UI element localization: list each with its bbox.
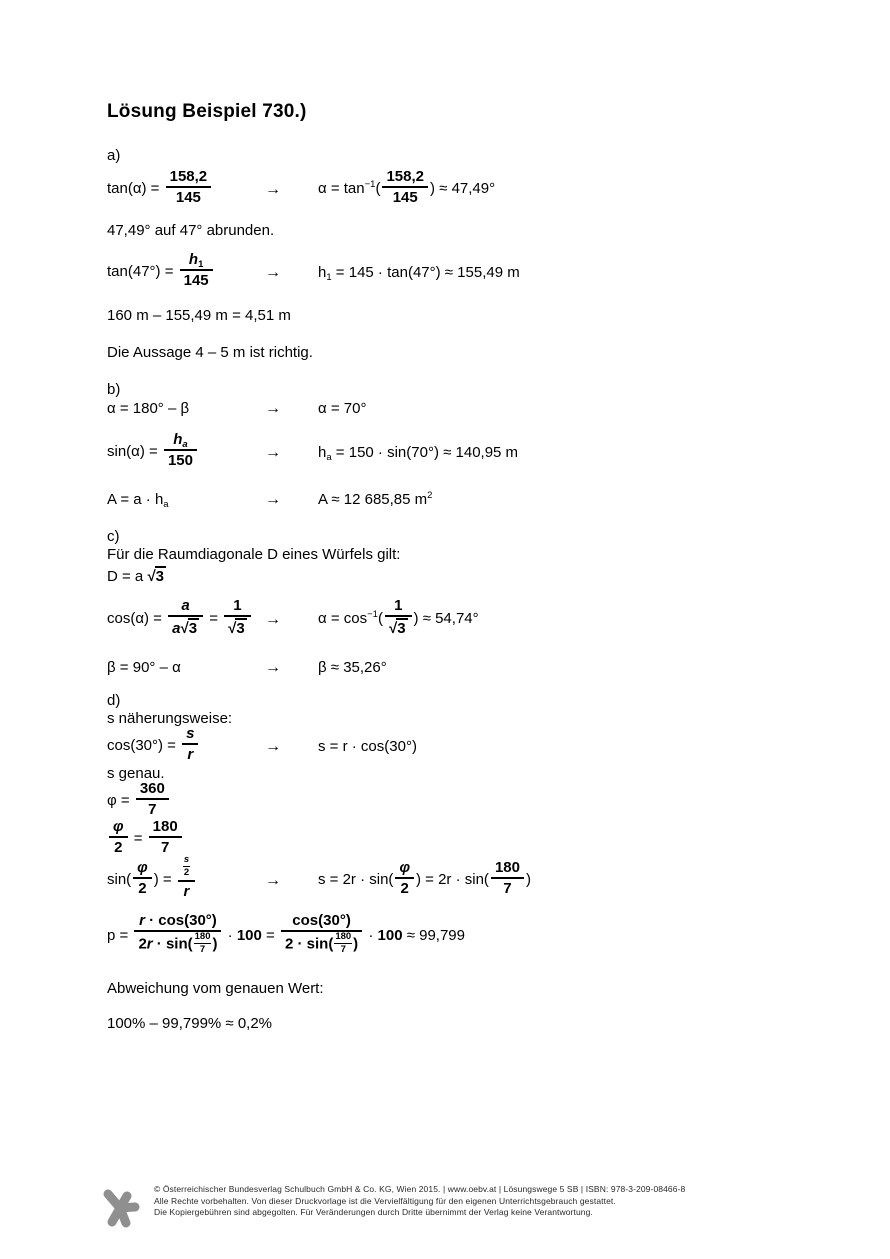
fraction-numerator [182,725,198,745]
fraction-denominator [281,932,362,956]
math-text: φ = [107,791,134,809]
math-text: · sin( [152,935,193,953]
radical-sign: √ [147,568,156,585]
radicand [396,618,407,637]
math-text: ) [353,935,359,953]
fraction [134,912,221,956]
math-text: r [187,746,194,763]
square-root [147,566,166,585]
radicand [155,566,166,585]
radical-sign: √ [388,620,398,637]
footer-rights-line: Alle Rechte vorbehalten. Von dieser Druckvorlage ist die Vervielfältigung für den eigenen Unterrichtsgebrauch gestattet. [154,1195,616,1206]
fraction-denominator [334,944,352,955]
math-text: h [173,431,183,448]
fraction-denominator [168,617,203,637]
math-text: 1 [394,597,403,614]
math-text: cos(30°) = [107,736,181,754]
equation-left [107,253,265,291]
math-text: h [318,443,327,461]
fraction-denominator [136,800,169,818]
text-line: 47,49° auf 47° abrunden. [107,222,275,239]
math-text: ( [375,179,381,197]
superscript: 2 [427,490,433,501]
fraction [136,780,169,818]
math-text: s = r · cos(30°) [318,737,417,755]
text-line: Die Aussage 4 – 5 m ist richtig. [107,344,313,361]
fraction-denominator [180,271,213,289]
math-text: ) ≈ 47,49° [430,179,496,197]
text-line: 160 m – 155,49 m = 4,51 m [107,307,291,324]
section-label: c) [107,528,120,545]
fraction [224,597,251,637]
fraction-denominator [491,879,524,897]
math-text: a [181,597,190,614]
math-text: α = 70° [318,400,367,417]
fraction [166,168,212,206]
math-text: β ≈ 35,26° [318,659,387,676]
equation-left [107,727,265,765]
implies-arrow-icon: → [265,610,281,628]
square-root [228,618,247,637]
fraction-denominator [382,188,428,206]
equation-row [107,400,827,417]
equation-right [318,861,827,899]
math-text: = 150 · sin(70°) ≈ 140,95 m [331,443,519,461]
math-text: ) [525,870,531,888]
math-text: p = [107,926,133,944]
section-label: a) [107,147,121,164]
math-text: φ [113,818,124,835]
implies-arrow-icon: → [265,263,281,281]
fraction [194,932,212,955]
math-text: s [183,854,190,865]
fraction [133,859,152,897]
subscript: 1 [198,259,204,270]
math-text: 2 [114,839,123,856]
math-text: · [223,926,237,944]
fraction-numerator [134,912,221,932]
math-text: 145 [392,189,418,206]
fraction-numerator [168,597,203,617]
equation-right [318,491,827,508]
fraction-denominator [134,932,221,956]
math-text: = [129,829,147,847]
math-text: 145 [183,272,209,289]
equation-right [318,264,827,281]
math-text: = [261,926,279,944]
fraction-numerator [224,597,251,617]
math-text: a [172,620,181,637]
math-text: s = 2r · sin( [318,870,394,888]
math-text: ( [377,609,383,627]
math-text: 150 [167,452,193,469]
math-text: ) = 2r · sin( [416,870,489,888]
math-text: h [188,251,199,268]
fraction-denominator [224,617,251,637]
formula-line [107,914,827,958]
equation-row [107,659,827,676]
fraction [164,431,197,469]
fraction [281,912,362,956]
fraction [385,597,412,637]
fraction [334,932,352,955]
fraction [109,818,128,856]
fraction-numerator [149,818,182,838]
fraction [178,856,195,900]
fraction [183,855,190,878]
formula-line [107,782,827,820]
equation-right [318,170,827,208]
math-text: h [318,263,327,281]
math-text: 180 [152,818,178,835]
math-text: A ≈ 12 685,85 m [318,491,428,508]
equation-left [107,170,265,208]
math-text: α = tan [318,179,365,197]
equation-left [107,599,265,639]
solution-content [107,147,827,1032]
subscript: a [163,499,169,510]
subscript: a [326,451,332,463]
equation-row [107,491,827,508]
formula-line [107,566,827,585]
math-text: sin( [107,870,132,888]
math-text: 180 [494,859,520,876]
implies-arrow-icon: → [265,180,281,198]
math-text: 7 [503,880,512,897]
math-text: sin(α) = [107,442,162,460]
equation-left [107,433,265,471]
fraction-denominator [385,617,412,637]
math-text: 7 [199,944,206,955]
math-text: β = 90° – α [107,659,181,676]
math-text: 2 [138,935,147,953]
page-footer [100,1184,685,1230]
math-text: 100 [377,926,403,944]
math-text: 360 [139,780,165,797]
fraction-numerator [109,818,128,838]
math-text: φ [399,859,410,876]
radical-sign: √ [228,620,237,637]
fraction [149,818,182,856]
math-text: cos(30°) [292,912,351,929]
math-text: 3 [236,620,245,637]
fraction-numerator [180,251,213,271]
math-text: 3 [155,568,165,585]
equation-left [107,659,265,676]
text-line: s näherungsweise: [107,710,233,727]
implies-arrow-icon: → [265,871,281,889]
fraction-denominator [109,838,128,856]
fraction-denominator [149,838,182,856]
math-text: 7 [161,839,170,856]
subscript: a [182,439,188,450]
math-text: 2 · sin( [284,935,334,953]
math-text: 2 [138,880,147,897]
radicand [188,618,199,637]
section-label: d) [107,692,121,709]
superscript: −1 [367,608,378,620]
section-label: b) [107,381,121,398]
footer-fees-line: Die Kopiergebühren sind abgegolten. Für Veränderungen durch Dritte übernimmt der Verlag keine Verantwortung. [154,1207,593,1217]
square-root [180,618,199,637]
math-text: ) = [153,870,176,888]
math-text: 180 [335,931,352,942]
fraction-numerator [133,859,152,879]
text-line: s genau. [107,765,165,782]
text-line: Abweichung vom genauen Wert: [107,980,324,997]
fraction [395,859,414,897]
fraction [182,725,198,763]
fraction-numerator [164,431,197,451]
subscript: 1 [326,271,332,283]
math-text: · [364,926,378,944]
fraction-numerator [183,855,190,867]
superscript: −1 [364,178,376,190]
fraction-numerator [281,912,362,932]
math-text: r [183,883,190,900]
math-text: α = cos [318,609,368,627]
math-text: 158,2 [386,168,425,185]
math-text: s [186,725,195,742]
math-text: cos(α) = [107,609,167,627]
equation-right [318,444,827,461]
fraction-denominator [166,188,212,206]
math-text: 2 [183,867,190,878]
math-text: 100 [236,926,262,944]
math-text: tan(47°) = [107,262,178,280]
page-title: Lösung Beispiel 730.) [107,101,307,122]
fraction-numerator [395,859,414,879]
footer-copyright-line: © Österreichischer Bundesverlag Schulbuch GmbH & Co. KG, Wien 2015. | www.oebv.at | Lösungswege 5 SB | ISBN: 978-3-209-08466-8 [154,1184,686,1194]
math-text: 7 [148,801,157,818]
oebv-logo-icon [100,1186,140,1230]
fraction-denominator [178,882,195,900]
math-text: = [205,609,223,627]
math-text: · cos(30°) [144,912,217,929]
fraction [382,168,428,206]
radical-sign: √ [180,620,189,637]
fraction-numerator [385,597,412,617]
equation-right [318,599,827,639]
math-text: 2 [400,880,409,897]
radicand [235,618,246,637]
equation-row [107,433,827,471]
equation-row [107,170,827,208]
equation-left [107,400,265,417]
math-text: r [146,935,153,953]
math-text: φ [137,859,148,876]
footer-text [154,1184,685,1219]
fraction [180,251,213,289]
implies-arrow-icon: → [265,443,281,461]
math-text: ) ≈ 54,74° [413,609,479,627]
equation-right [318,400,827,417]
fraction [168,597,203,637]
equation-right [318,738,827,755]
math-text: = 145 · tan(47°) ≈ 155,49 m [331,263,520,281]
implies-arrow-icon: → [265,659,281,676]
math-text: 1 [233,597,242,614]
fraction-denominator [133,879,152,897]
math-text: 145 [175,189,201,206]
implies-arrow-icon: → [265,400,281,417]
fraction-numerator [194,932,212,944]
fraction-numerator [136,780,169,800]
fraction-denominator [183,867,190,878]
square-root [389,618,408,637]
fraction-numerator [166,168,212,188]
math-text: 7 [340,944,346,955]
fraction-numerator [178,856,195,882]
text-line: Für die Raumdiagonale D eines Würfels gilt: [107,546,401,563]
equation-row [107,854,827,902]
math-text: A = a · h [107,491,164,508]
fraction-denominator [395,879,414,897]
equation-row [107,727,827,765]
fraction-denominator [164,451,197,469]
math-text: D = a [107,568,148,585]
implies-arrow-icon: → [265,737,281,755]
fraction-numerator [491,859,524,879]
math-text: 158,2 [169,168,208,185]
equation-left [107,854,265,902]
formula-line [107,820,827,858]
fraction-numerator [334,932,352,944]
math-text: 180 [194,931,211,942]
math-text: 3 [397,620,406,637]
implies-arrow-icon: → [265,491,281,508]
equation-row [107,599,827,639]
math-text: ≈ 99,799 [402,926,465,944]
math-text: α = 180° – β [107,400,190,417]
math-text: ) [212,935,218,953]
equation-row [107,253,827,291]
fraction-denominator [182,745,198,763]
fraction-numerator [382,168,428,188]
math-text: r [139,912,145,929]
fraction-denominator [194,944,212,955]
text-line: 100% – 99,799% ≈ 0,2% [107,1015,273,1032]
fraction [491,859,524,897]
equation-left [107,491,265,508]
math-text: 3 [188,620,198,637]
solution-main [107,100,827,1032]
math-text: tan(α) = [107,179,164,197]
equation-right [318,659,827,676]
